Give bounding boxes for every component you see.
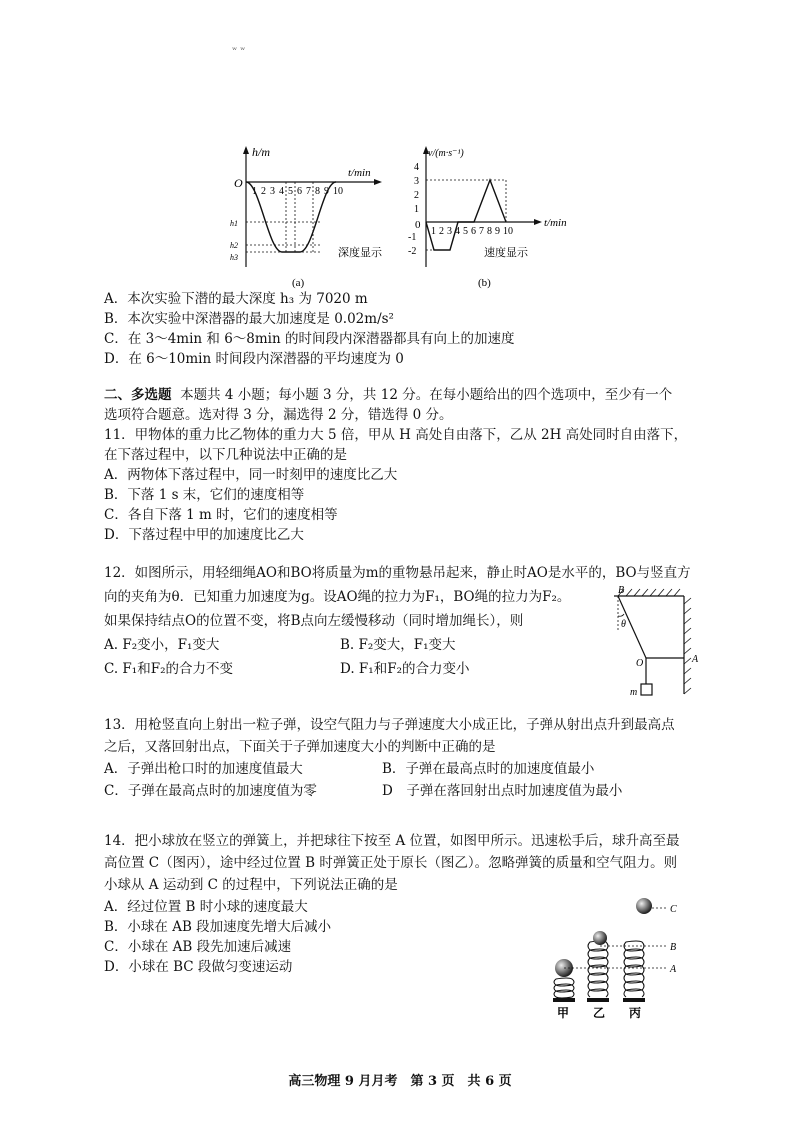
velocity-x-tick-6: 6: [471, 226, 476, 237]
depth-origin: O: [234, 176, 243, 190]
depth-y-label: h/m: [252, 145, 270, 159]
q14-stem-1: 14．把小球放在竖立的弹簧上，并把球往下按至 A 位置，如图甲所示。迅速松手后，球升高至最: [104, 833, 680, 849]
scan-mark: ʷ ʷ: [232, 46, 246, 56]
depth-x-tick-7: 7: [306, 186, 311, 197]
velocity-x-tick-5: 5: [463, 226, 468, 237]
velocity-x-tick-8: 8: [487, 226, 492, 237]
velocity-y-tick-3: 3: [414, 176, 419, 187]
velocity-y-tick-2: 2: [414, 190, 419, 201]
velocity-x-tick-1: 1: [431, 226, 436, 237]
label-m: m: [630, 687, 638, 698]
label-theta: θ: [621, 619, 626, 630]
section2-line2: 选项符合题意。选对得 3 分，漏选得 2 分，错选得 0 分。: [104, 407, 453, 423]
depth-x-tick-1: 1: [252, 186, 257, 197]
velocity-caption: 速度显示: [484, 247, 528, 259]
spring-jia: [554, 978, 574, 998]
depth-x-tick-8: 8: [315, 186, 320, 197]
velocity-x-tick-9: 9: [495, 226, 500, 237]
velocity-y-tick-4: 4: [414, 162, 419, 173]
depth-figure: [226, 142, 386, 292]
q10-option-d: D．在 6～10min 时间段内深潜器的平均速度为 0: [104, 351, 404, 367]
q11-option-c: C．各自下落 1 m 时，它们的速度相等: [104, 507, 338, 523]
level-a-label: A: [670, 964, 677, 975]
velocity-sub-caption: (b): [478, 277, 491, 289]
depth-x-tick-10: 10: [333, 186, 343, 197]
velocity-x-tick-3: 3: [447, 226, 452, 237]
rope-figure: [598, 584, 708, 704]
q10-option-b: B．本次实验中深潜器的最大加速度是 0.02m/s²: [104, 311, 394, 327]
velocity-curve: [426, 180, 506, 250]
q14-option-a: A．经过位置 B 时小球的速度最大: [104, 899, 308, 915]
q12-stem-2: 向的夹角为θ．已知重力加速度为g。设AO绳的拉力为F₁，BO绳的拉力为F₂。: [104, 589, 571, 605]
q13-option-c: C．子弹在最高点时的加速度值为零: [104, 783, 317, 799]
velocity-x-label: t/min: [544, 217, 567, 229]
q12-stem-1: 12．如图所示，用轻细绳AO和BO将质量为m的重物悬吊起来，静止时AO是水平的，BO与竖直方: [104, 565, 691, 581]
spring-yi: [588, 941, 608, 997]
section2-title: 二、多选题: [104, 387, 172, 403]
depth-x-tick-2: 2: [261, 186, 266, 197]
q13-stem-2: 之后，又落回射出点，下面关于子弹加速度大小的判断中正确的是: [104, 739, 496, 755]
depth-sub-caption: (a): [292, 277, 305, 289]
label-o: O: [636, 658, 644, 669]
depth-h2-label: h2: [230, 241, 238, 250]
caption-yi: 乙: [593, 1006, 606, 1020]
q13-option-d: D 子弹在落回射出点时加速度值为最小: [382, 783, 623, 799]
hanging-mass: [641, 684, 652, 695]
q13-stem-1: 13．用枪竖直向上射出一粒子弹，设空气阻力与子弹速度大小成正比，子弹从射出点升到最高点: [104, 717, 675, 733]
base-jia: [553, 998, 575, 1002]
q13-option-a: A．子弹出枪口时的加速度值最大: [104, 761, 303, 777]
q11-option-d: D．下落过程中甲的加速度比乙大: [104, 527, 304, 543]
velocity-figure: [398, 142, 573, 292]
velocity-x-tick-2: 2: [439, 226, 444, 237]
q10-option-c: C．在 3～4min 和 6～8min 的时间段内深潜器都具有向上的加速度: [104, 331, 515, 347]
depth-x-tick-4: 4: [279, 186, 284, 197]
q14-option-d: D．小球在 BC 段做匀变速运动: [104, 959, 293, 975]
depth-x-label: t/min: [348, 167, 371, 179]
q14-stem-2: 高位置 C（图丙），途中经过位置 B 时弹簧正处于原长（图乙）。忽略弹簧的质量和空气阻力。则: [104, 855, 678, 871]
depth-caption: 深度显示: [338, 247, 382, 259]
velocity-x-tick-10: 10: [503, 226, 513, 237]
velocity-y-label: v/(m·s⁻¹): [428, 148, 464, 159]
spring-bing: [624, 941, 644, 997]
depth-x-tick-5: 5: [288, 186, 293, 197]
ball-bing: [636, 898, 652, 914]
depth-x-tick-9: 9: [324, 186, 329, 197]
velocity-origin: 0: [415, 219, 421, 231]
velocity-x-tick-7: 7: [479, 226, 484, 237]
velocity-y-tick--2: -2: [408, 246, 417, 257]
depth-h1-label: h1: [230, 219, 238, 228]
q12-option-c: C. F₁和F₂的合力不变: [104, 661, 233, 677]
q11-option-a: A．两物体下落过程中，同一时刻甲的速度比乙大: [104, 467, 398, 483]
q12-option-b: B. F₂变大，F₁变大: [340, 637, 456, 653]
level-b-label: B: [670, 942, 677, 953]
depth-h3-label: h3: [230, 253, 238, 262]
q11-stem-1: 11．甲物体的重力比乙物体的重力大 5 倍，甲从 H 高处自由落下，乙从 2H 高处同时自由落下，: [104, 427, 688, 443]
level-c-label: C: [670, 904, 677, 915]
caption-bing: 丙: [629, 1006, 642, 1020]
q11-option-b: B．下落 1 s 末，它们的速度相等: [104, 487, 305, 503]
caption-jia: 甲: [557, 1006, 570, 1020]
depth-x-tick-6: 6: [297, 186, 302, 197]
q11-stem-2: 在下落过程中，以下几种说法中正确的是: [104, 447, 347, 463]
q12-stem-3: 如果保持结点O的位置不变，将B点向左缓慢移动（同时增加绳长），则: [104, 613, 524, 629]
q14-option-c: C．小球在 AB 段先加速后减速: [104, 939, 292, 955]
velocity-y-tick-1: 1: [414, 204, 419, 215]
q12-option-d: D. F₁和F₂的合力变小: [340, 661, 470, 677]
q10-option-a: A．本次实验下潜的最大深度 h₃ 为 7020 m: [104, 291, 368, 307]
section2-line1: 本题共 4 小题；每小题 3 分，共 12 分。在每小题给出的四个选项中，至少有一个: [180, 387, 673, 403]
base-yi: [587, 998, 609, 1002]
ball-yi: [593, 931, 607, 945]
label-b: B: [618, 585, 625, 596]
q12-option-a: A. F₂变小，F₁变大: [104, 637, 220, 653]
q14-stem-3: 小球从 A 运动到 C 的过程中，下列说法正确的是: [104, 877, 398, 893]
q13-option-b: B．子弹在最高点时的加速度值最小: [382, 761, 595, 777]
page-footer: 高三物理 9 月月考 第 3 页 共 6 页: [288, 1074, 512, 1089]
q14-option-b: B．小球在 AB 段加速度先增大后减小: [104, 919, 332, 935]
springs-figure: [540, 890, 700, 1020]
base-bing: [623, 998, 645, 1002]
velocity-x-tick-4: 4: [455, 226, 460, 237]
section2-header: [104, 386, 672, 404]
velocity-y-tick--1: -1: [408, 232, 417, 243]
label-a: A: [692, 654, 699, 665]
depth-x-tick-3: 3: [270, 186, 275, 197]
